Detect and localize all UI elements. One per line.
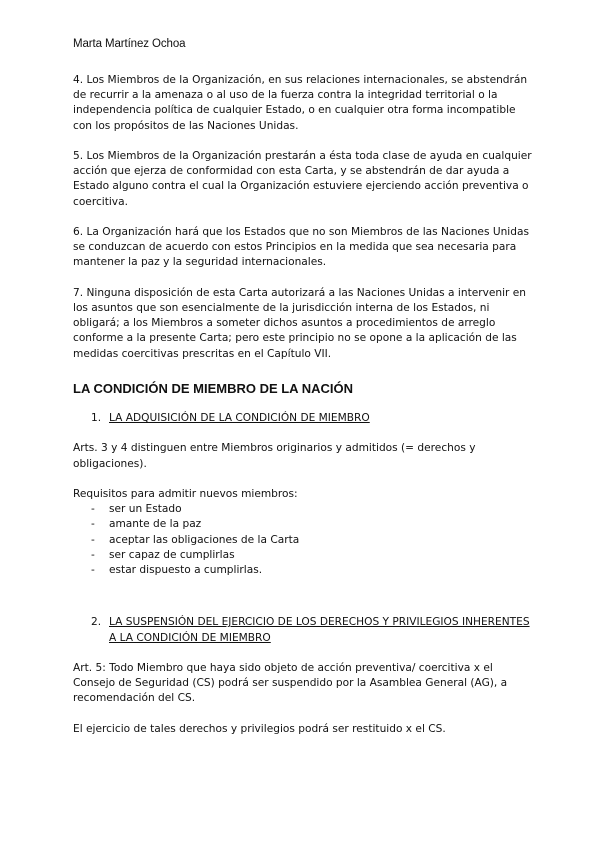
page-header-author: Marta Martínez Ochoa	[73, 38, 186, 50]
list-item	[73, 548, 533, 563]
requirements-intro: Requisitos para admitir nuevos miembros:	[73, 488, 298, 500]
dash-bullet: -	[91, 518, 95, 531]
list-item-text: ser capaz de cumplirlas	[109, 548, 235, 561]
dash-bullet: -	[91, 503, 95, 516]
list-item-text: estar dispuesto a cumplirlas.	[109, 564, 263, 577]
list-item	[73, 502, 533, 517]
subsection-1-number: 1.	[91, 412, 102, 425]
dash-bullet: -	[91, 564, 95, 577]
subsection-1-heading	[73, 411, 533, 426]
arts-paragraph: Arts. 3 y 4 distinguen entre Miembros originarios y admitidos (= derechos y obligaciones).	[73, 442, 476, 470]
subsection-2-heading	[73, 615, 533, 645]
paragraph-7: 7. Ninguna disposición de esta Carta autorizará a las Naciones Unidas a intervenir en los asuntos que son esencialmente de la jurisdicción interna de los Estados, ni obligará; a los Miembros a someter dichos asuntos a procedimientos de arreglo conforme a la presente Carta; pero este principio no se opone a la aplicación de las medidas coercitivas prescritas en el Capítulo VII.	[73, 286, 527, 360]
list-item	[73, 563, 533, 578]
restitution-paragraph: El ejercicio de tales derechos y privilegios podrá ser restituido x el CS.	[73, 722, 446, 735]
paragraph-5: 5. Los Miembros de la Organización prestarán a ésta toda clase de ayuda en cualquier acción que ejerza de conformidad con esta Carta, y se abstendrán de dar ayuda a Estado alguno contra el cual la Organización estuviere ejerciendo acción preventiva o coercitiva.	[73, 150, 532, 208]
art5-paragraph: Art. 5: Todo Miembro que haya sido objeto de acción preventiva/ coercitiva x el Consejo de Seguridad (CS) podrá ser suspendido por la Asamblea General (AG), a recomendación del CS.	[73, 662, 508, 705]
subsection-2-number: 2.	[91, 616, 102, 629]
list-item	[73, 533, 533, 548]
paragraph-4: 4. Los Miembros de la Organización, en sus relaciones internacionales, se abstendrán de recurrir a la amenaza o al uso de la fuerza contra la integridad territorial o la independencia política de cualquier Estado, o en cualquier otra forma incompatible con los propósitos de las Naciones Unidas.	[73, 74, 528, 132]
list-item-text: aceptar las obligaciones de la Carta	[109, 533, 300, 546]
subsection-2-title: LA SUSPENSIÓN DEL EJERCICIO DE LOS DERECHOS Y PRIVILEGIOS INHERENTES A LA CONDICIÓN DE MIEMBRO	[109, 616, 530, 644]
document-body	[73, 73, 533, 752]
list-item	[73, 517, 533, 532]
requirements-list	[73, 502, 533, 578]
dash-bullet: -	[91, 548, 95, 561]
spacer	[73, 593, 533, 615]
section-heading: LA CONDICIÓN DE MIEMBRO DE LA NACIÓN	[73, 380, 353, 396]
subsection-1-title: LA ADQUISICIÓN DE LA CONDICIÓN DE MIEMBRO	[109, 412, 370, 425]
list-item-text: ser un Estado	[109, 503, 182, 516]
list-item-text: amante de la paz	[109, 518, 202, 531]
dash-bullet: -	[91, 533, 95, 546]
paragraph-6: 6. La Organización hará que los Estados que no son Miembros de las Naciones Unidas se conduzcan de acuerdo con estos Principios en la medida que sea necesaria para mantener la paz y la seguridad internacionales.	[73, 226, 529, 269]
